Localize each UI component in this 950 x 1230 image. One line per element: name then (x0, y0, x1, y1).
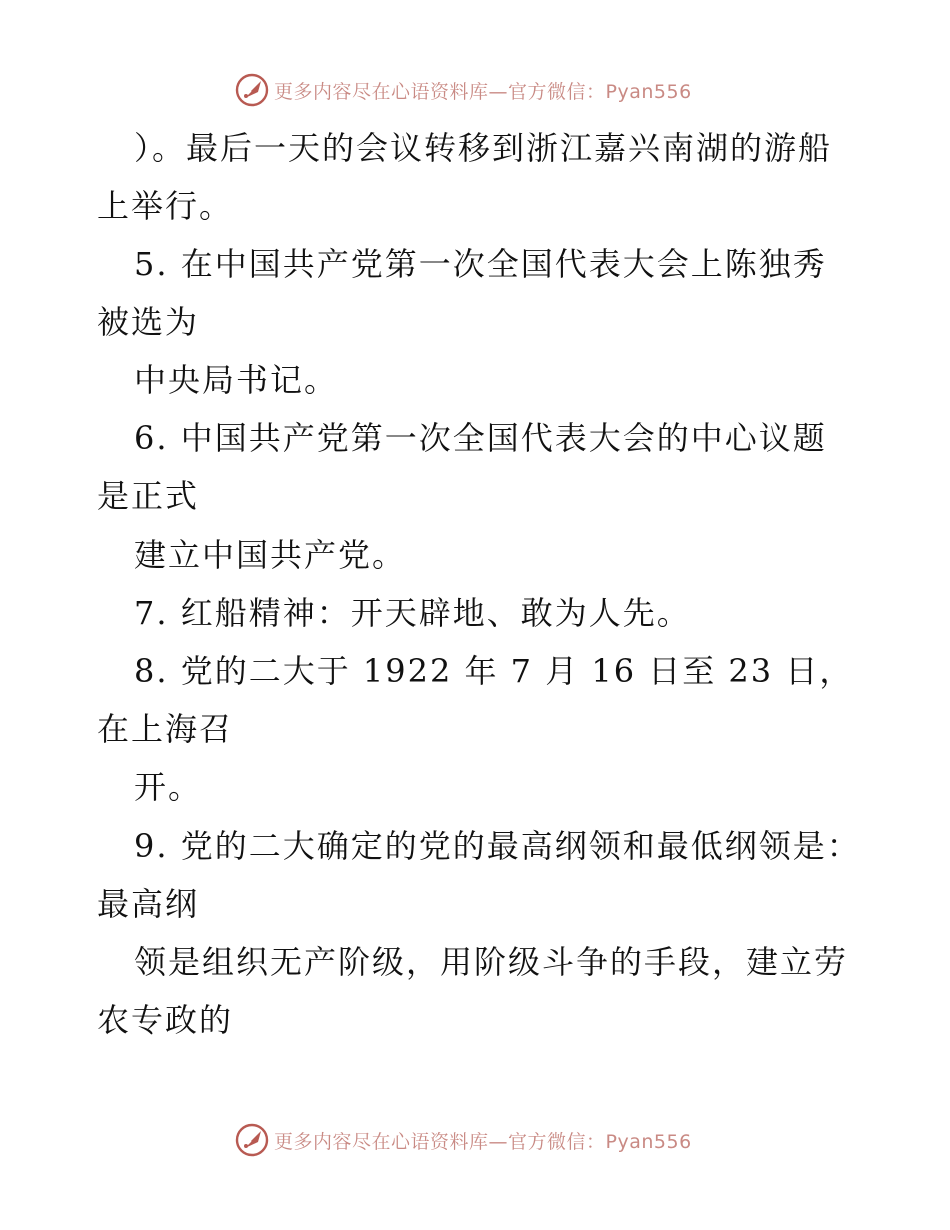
body-line: 9. 党的二大确定的党的最高纲领和最低纲领是： (134, 827, 861, 865)
body-line: 被选为 (97, 303, 200, 341)
body-line: 农专政的 (97, 1001, 234, 1039)
footer-banner-text: 更多内容尽在心语资料库—官方微信：Pyan556 (274, 1131, 692, 1153)
body-line: 5. 在中国共产党第一次全国代表大会上陈独秀 (134, 245, 827, 283)
body-line: 建立中国共产党。 (134, 536, 407, 574)
header-banner-text: 更多内容尽在心语资料库—官方微信：Pyan556 (274, 81, 692, 103)
body-line: 最高纲 (97, 885, 200, 923)
body-line: 7. 红船精神：开天辟地、敢为人先。 (134, 594, 691, 632)
body-line: 8. 党的二大于 1922 年 7 月 16 日至 23 日， (134, 652, 854, 690)
body-line: 6. 中国共产党第一次全国代表大会的中心议题 (134, 419, 827, 457)
quill-logo-icon (234, 1122, 270, 1158)
body-line: 是正式 (97, 477, 200, 515)
header-banner (0, 70, 950, 110)
footer-banner (0, 1120, 950, 1160)
body-line: 开。 (134, 768, 203, 806)
body-line: ）。最后一天的会议转移到浙江嘉兴南湖的游船 (134, 129, 833, 167)
body-line: 在上海召 (97, 710, 234, 748)
quill-logo-icon (234, 72, 270, 108)
body-line: 上举行。 (97, 187, 234, 225)
body-line: 中央局书记。 (134, 361, 339, 399)
body-line: 领是组织无产阶级，用阶级斗争的手段，建立劳 (134, 943, 849, 981)
